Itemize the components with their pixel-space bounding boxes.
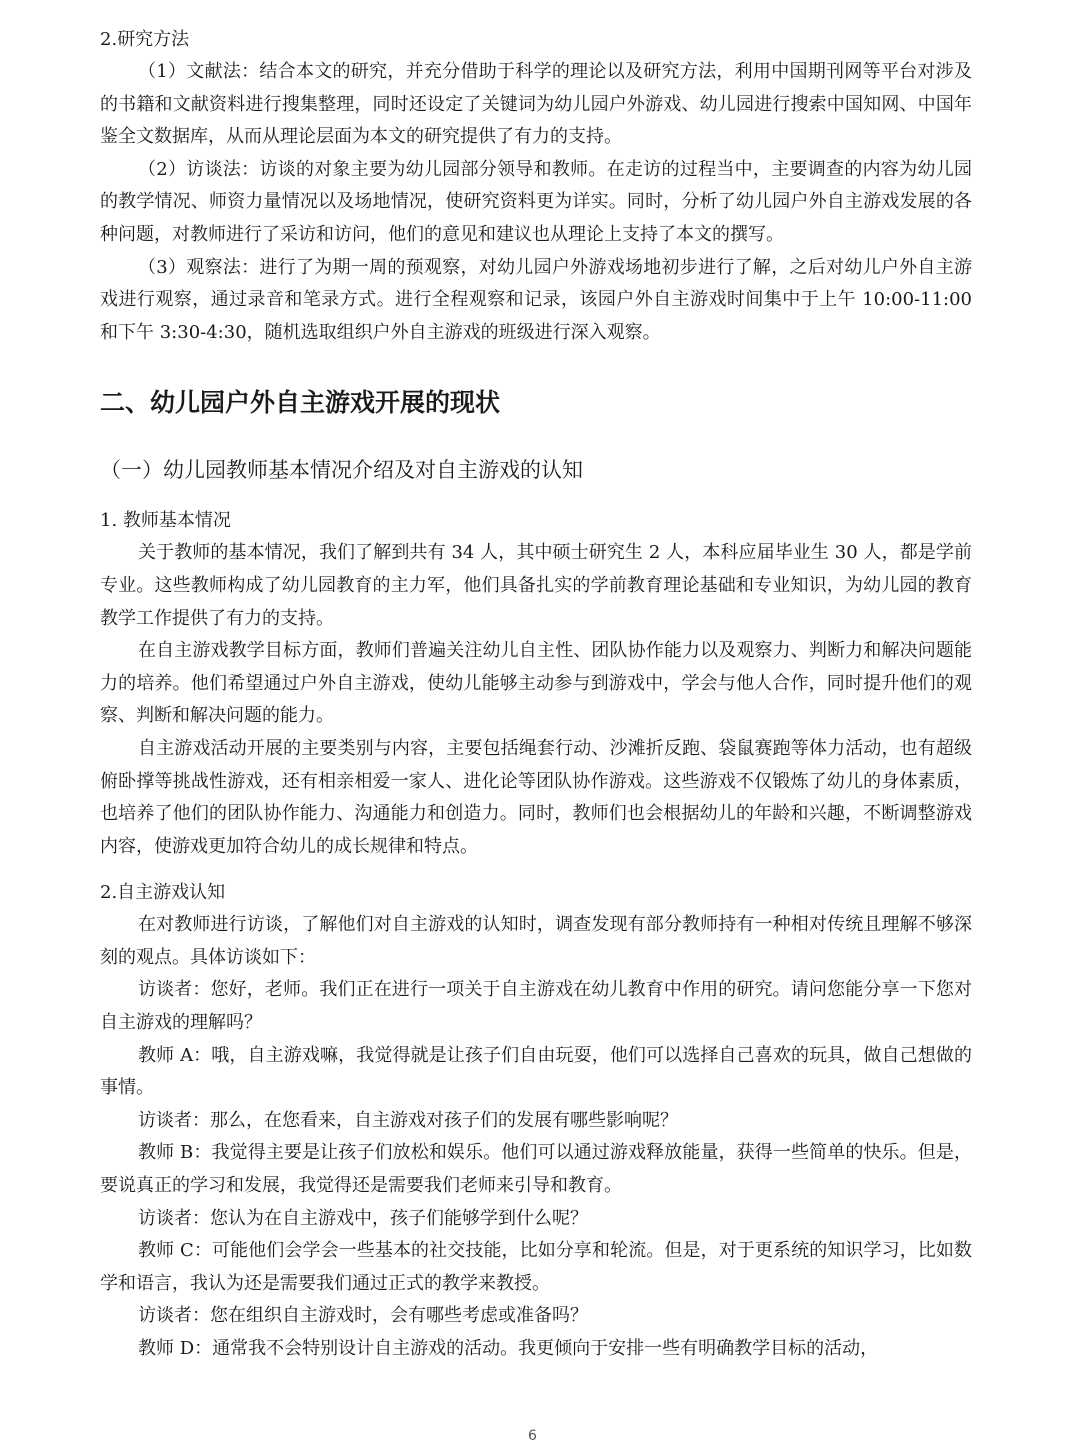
paragraph: （1）文献法：结合本文的研究，并充分借助于科学的理论以及研究方法，利用中国期刊网等平台对涉及的书籍和文献资料进行搜集整理，同时还设定了关键词为幼儿园户外游戏、幼儿园进行搜索中国知网、中国年鉴全文数据库，从而从理论层面为本文的研究提供了有力的支持。 <box>100 61 972 148</box>
interview-line: 访谈者：您认为在自主游戏中，孩子们能够学到什么呢？ <box>138 1207 588 1229</box>
page-number: 6 <box>528 1428 537 1444</box>
paragraph: 关于教师的基本情况，我们了解到共有 34 人，其中硕士研究生 2 人，本科应届毕业生 30 人，都是学前专业。这些教师构成了幼儿园教育的主力军，他们具备扎实的学前教育理论基础和专业知识，为幼儿园的教育教学工作提供了有力的支持。 <box>100 542 972 629</box>
section-heading-research-methods: 2.研究方法 <box>100 29 190 50</box>
chapter-title: 二、幼儿园户外自主游戏开展的现状 <box>100 388 501 418</box>
paragraph: 在自主游戏教学目标方面，教师们普遍关注幼儿自主性、团队协作能力以及观察力、判断力和解决问题能力的培养。他们希望通过户外自主游戏，使幼儿能够主动参与到游戏中，学会与他人合作，同时提升他们的观察、判断和解决问题的能力。 <box>100 640 972 727</box>
interview-line: 教师 B：我觉得主要是让孩子们放松和娱乐。他们可以通过游戏释放能量，获得一些简单的快乐。但是，要说真正的学习和发展，我觉得还是需要我们老师来引导和教育。 <box>100 1142 972 1197</box>
interview-line: 教师 C：可能他们会学会一些基本的社交技能，比如分享和轮流。但是，对于更系统的知识学习，比如数学和语言，我认为还是需要我们通过正式的教学来教授。 <box>100 1240 972 1294</box>
paragraph: 自主游戏活动开展的主要类别与内容，主要包括绳套行动、沙滩折反跑、袋鼠赛跑等体力活动，也有超级俯卧撑等挑战性游戏，还有相亲相爱一家人、进化论等团队协作游戏。这些游戏不仅锻炼了幼儿的身体素质，也培养了他们的团队协作能力、沟通能力和创造力。同时，教师们也会根据幼儿的年龄和兴趣，不断调整游戏内容，使游戏更加符合幼儿的成长规律和特点。 <box>100 737 972 857</box>
interview-line: 访谈者：那么，在您看来，自主游戏对孩子们的发展有哪些影响呢？ <box>138 1109 678 1131</box>
paragraph: （2）访谈法：访谈的对象主要为幼儿园部分领导和教师。在走访的过程当中，主要调查的内容为幼儿园的教学情况、师资力量情况以及场地情况，使研究资料更为详实。同时，分析了幼儿园户外自主游戏发展的各种问题，对教师进行了采访和访问，他们的意见和建议也从理论上支持了本文的撰写。 <box>100 158 972 245</box>
paragraph: （3）观察法：进行了为期一周的预观察，对幼儿园户外游戏场地初步进行了解，之后对幼儿户外自主游戏进行观察，通过录音和笔录方式。进行全程观察和记录，该园户外自主游戏时间集中于上午 10:00-11:00 和下午 3:30-4:30，随机选取组织户外自主游戏的班级进行深入观察。 <box>100 256 972 343</box>
section-title: （一）幼儿园教师基本情况介绍及对自主游戏的认知 <box>100 458 583 483</box>
document-page <box>100 24 972 1366</box>
interview-line: 访谈者：您在组织自主游戏时，会有哪些考虑或准备吗？ <box>138 1305 588 1327</box>
interview-line: 教师 D：通常我不会特别设计自主游戏的活动。我更倾向于安排一些有明确教学目标的活动， <box>138 1338 879 1359</box>
subsection-heading-cognition: 2.自主游戏认知 <box>100 882 226 904</box>
interview-line: 访谈者：您好，老师。我们正在进行一项关于自主游戏在幼儿教育中作用的研究。请问您能分享一下您对自主游戏的理解吗？ <box>100 979 972 1034</box>
interview-line: 教师 A：哦，自主游戏嘛，我觉得就是让孩子们自由玩耍，他们可以选择自己喜欢的玩具，做自己想做的事情。 <box>100 1044 972 1099</box>
paragraph: 在对教师进行访谈，了解他们对自主游戏的认知时，调查发现有部分教师持有一种相对传统且理解不够深刻的观点。具体访谈如下： <box>100 914 972 968</box>
subsection-heading-teacher-info: 1. 教师基本情况 <box>100 510 231 532</box>
